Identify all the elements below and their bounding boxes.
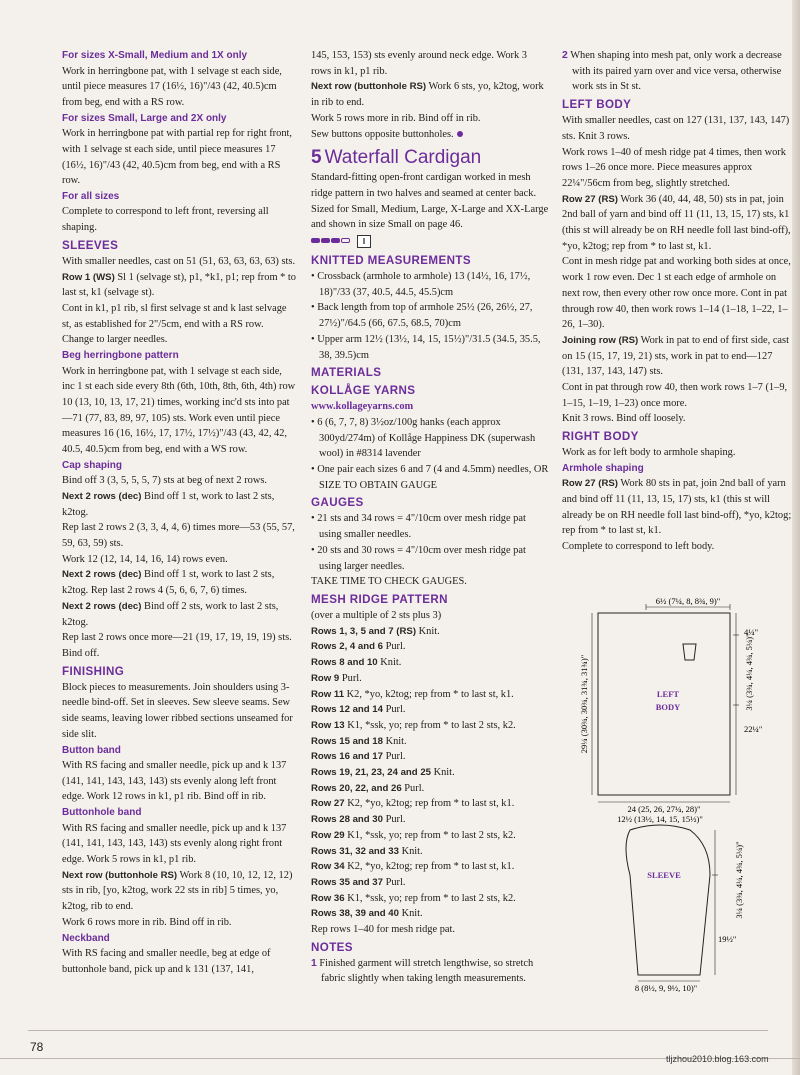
paragraph: Work in herringbone pat, with 1 selvage st each side, inc 1 st each side every 8th (6th, 10th, 8th, 6th, 4th) row 10 (13, 10, 13, 17, 21) times, working inc'd sts into pat—71 (77, 83, 89, 97, 105) sts. Work even until piece measures 16 (16, 16½, 17, 17½, 17½)"/43 (43, 42, 42, 40.5, 40.5)cm from beg, end with a WS row. (62, 365, 296, 456)
paragraph (311, 127, 549, 143)
section-heading-left-body: LEFT BODY (562, 98, 632, 112)
note-text: Finished garment will stretch lengthwise, so stretch fabric slightly when taking length measurements. (316, 957, 534, 985)
row-label: Next row (buttonhole RS) (311, 81, 427, 93)
pattern-number: 5 (311, 147, 322, 169)
sleeve-outline (626, 825, 710, 975)
schematic-diagram (560, 590, 792, 1000)
instruction (562, 192, 794, 255)
paragraph: Block pieces to measurements. Join shoulders using 3-needle bind-off. Set in sleeves. Sew sleeve seams. Sew side seams, leaving lower ribbed sections unseamed for side slit. (62, 681, 293, 740)
section-heading-finishing: FINISHING (62, 664, 125, 678)
sleeve-label: SLEEVE (647, 870, 681, 880)
paragraph: Knit 3 rows. Bind off loosely. (562, 413, 686, 425)
pattern-row (311, 671, 549, 687)
paragraph: Bind off 3 (3, 5, 5, 5, 7) sts at beg of next 2 rows. (62, 475, 268, 487)
list-item: • Upper arm 12½ (13½, 14, 15, 15½)"/31.5 (34.5, 35.5, 38, 39.5)cm (311, 333, 541, 361)
subheading: Cap shaping (62, 459, 123, 471)
row-label: Rows 16 and 17 (311, 751, 383, 763)
pattern-row (311, 749, 549, 765)
pattern-row (311, 796, 549, 812)
instruction (62, 489, 296, 520)
paragraph: With RS facing and smaller needle, pick up and k 137 (141, 141, 143, 143, 143) sts evenly along right front edge. Work 5 rows in k1, p1 rib. (62, 822, 287, 866)
list-item: • Crossback (armhole to armhole) 13 (14½, 16, 17½, 18)"/33 (37, 40.5, 44.5, 45.5)cm (311, 271, 531, 298)
section-heading-materials: MATERIALS (311, 366, 382, 380)
row-text: Work 36 (40, 44, 48, 50) sts in pat, join 2nd ball of yarn and bind off 11 (11, 13, 15, 17) sts, k1 (this st will already be on RH needle foll last bind-off), *yo, k2tog; rep from * to last st, k1. (562, 193, 791, 252)
paragraph: With RS facing and smaller needle, pick up and k 137 (141, 141, 143, 143, 143) sts evenly along left front edge. Work 12 rows in k1, p1 rib. Bind off in rib. (62, 760, 287, 803)
pattern-row (311, 655, 549, 671)
subheading: For all sizes (62, 190, 120, 202)
row-label: Joining row (RS) (562, 334, 639, 346)
skill-bar-icon (331, 238, 340, 243)
armhole-opening (683, 644, 696, 660)
row-text: K2, *yo, k2tog; rep from * to last st, k1. (344, 861, 515, 873)
row-text: Work 80 sts in pat, join 2nd ball of yarn and bind off 11 (11, 13, 15, 17) sts, k1 (this st will already be on RH needle foll last bind-off), *yo, k2tog; rep from * to last st, k1. (562, 478, 792, 537)
row-text: Purl. (382, 641, 406, 653)
section-heading-sleeves: SLEEVES (62, 238, 119, 252)
row-text: Knit. (431, 767, 455, 779)
pattern-row (311, 859, 549, 875)
pattern-row (311, 828, 549, 844)
row-text: Work 6 sts, yo, k2tog, work in rib to end. (311, 81, 544, 109)
section-heading-gauges: GAUGES (311, 496, 364, 510)
page-number: 78 (30, 1040, 44, 1054)
row-label: Rows 31, 32 and 33 (311, 845, 399, 857)
row-label: Row 27 (RS) (562, 478, 618, 490)
subheading: Neckband (62, 932, 110, 944)
body-right-top-measure: 4¼" (744, 627, 759, 637)
pattern-title-text: Waterfall Cardigan (324, 147, 482, 169)
row-text: Knit. (382, 735, 407, 747)
paragraph: Rep rows 1–40 for mesh ridge pat. (311, 924, 455, 936)
row-label: Row 1 (WS) (62, 271, 115, 283)
row-text: K1, *ssk, yo; rep from * to last 2 sts, k2. (344, 719, 516, 731)
row-text: Purl. (401, 782, 425, 794)
pattern-row (311, 624, 549, 640)
row-text: Knit. (377, 657, 402, 669)
list-item: • Back length from top of armhole 25½ (26, 26½, 27, 27½)"/64.5 (66, 67.5, 68.5, 70)cm (311, 302, 533, 330)
paragraph: Work in herringbone pat with partial rep for right front, with 1 selvage st each side, until piece measures 17 (16½, 16)"/43 (42, 40.5)cm from beg, end with a RS row. (62, 128, 292, 187)
row-text: Knit. (416, 625, 440, 637)
instruction (62, 868, 296, 915)
pattern-row (311, 781, 549, 797)
list-item: • 21 sts and 34 rows = 4"/10cm over mesh ridge pat using smaller needles. (311, 513, 526, 541)
sleeve-length-measure: 19½" (718, 934, 737, 944)
paragraph: With smaller needles, cast on 51 (51, 63, 63, 63, 63) sts. (62, 255, 296, 267)
pattern-rows (311, 624, 549, 922)
instruction (62, 567, 296, 598)
row-label: Rows 38, 39 and 40 (311, 908, 399, 920)
difficulty-glyph-icon: I (357, 235, 371, 248)
instruction (62, 270, 296, 301)
left-body-label-2: BODY (655, 702, 681, 712)
paragraph: Work in herringbone pat, with 1 selvage st each side, until piece measures 17 (16½, 16)"/43 (42, 40.5)cm from beg, end with a RS row. (62, 65, 282, 108)
row-text: K2, *yo, k2tog; rep from * to last st, k1. (344, 798, 515, 810)
row-text: Sl 1 (selvage st), p1, *k1, p1; rep from * to last st, k1 (selvage st). (62, 271, 296, 299)
row-label: Row 13 (311, 719, 345, 731)
row-label: Row 29 (311, 829, 345, 841)
sleeve-cap-measure: 3¼ (3¾, 4¼, 4¾, 5¼)" (734, 841, 744, 919)
paragraph: 145, 153, 153) sts evenly around neck edge. Work 3 rows in k1, p1 rib. (311, 50, 527, 77)
row-label: Next 2 rows (dec) (62, 569, 142, 581)
footer-rule (28, 1030, 768, 1031)
instruction (62, 599, 296, 630)
column-3 (562, 48, 794, 555)
skill-bar-icon (321, 238, 330, 243)
section-heading-measurements: KNITTED MEASUREMENTS (311, 254, 472, 268)
row-label: Next row (buttonhole RS) (62, 869, 178, 881)
row-label: Row 11 (311, 688, 345, 700)
paragraph: Complete to correspond to left front, reversing all shaping. (62, 206, 269, 234)
pattern-row (311, 718, 549, 734)
column-1 (62, 48, 296, 977)
note-text: When shaping into mesh pat, only work a decrease with its paired yarn over and vice versa, otherwise work sts in St st. (567, 50, 782, 93)
body-top-measure: 6½ (7¼, 8, 8¾, 9)" (655, 596, 721, 606)
yarn-brand: KOLLÅGE YARNS (311, 384, 416, 398)
row-label: Row 27 (311, 798, 345, 810)
row-label: Row 36 (311, 892, 345, 904)
row-label: Rows 2, 4 and 6 (311, 641, 383, 653)
paragraph: Complete to correspond to left body. (562, 541, 715, 553)
subheading: Button band (62, 744, 121, 756)
body-lower-measure: 22¼" (744, 724, 763, 734)
pattern-row (311, 639, 549, 655)
list-item: • One pair each sizes 6 and 7 (4 and 4.5mm) needles, OR SIZE TO OBTAIN GAUGE (311, 464, 549, 491)
note-number: 1 (311, 957, 317, 969)
row-text: K1, *ssk, yo; rep from * to last 2 sts, k2. (344, 892, 516, 904)
row-label: Rows 1, 3, 5 and 7 (RS) (311, 625, 417, 637)
row-label: Rows 8 and 10 (311, 657, 378, 669)
paragraph: Cont in pat through row 40, then work rows 1–7 (1–9, 1–15, 1–19, 1–23) once more. (562, 382, 788, 409)
pattern-row (311, 891, 549, 907)
end-mark-icon (457, 131, 463, 137)
skill-bar-empty-icon (341, 238, 350, 243)
body-armhole-measure: 3¼ (3¾, 4¼, 4¾, 5¼)" (744, 633, 754, 711)
paragraph: Work as for left body to armhole shaping. (562, 447, 736, 459)
list-item: • 6 (6, 7, 7, 8) 3½oz/100g hanks (each approx 300yd/274m) of Kollåge Happiness DK (superwash wool) in #8314 lavender (311, 416, 536, 460)
paragraph: Work 12 (12, 14, 14, 16, 14) rows even. (62, 553, 228, 565)
skill-level-icon (311, 233, 549, 251)
pattern-row (311, 844, 549, 860)
subheading: Armhole shaping (562, 462, 644, 474)
row-label: Rows 20, 22, and 26 (311, 782, 402, 794)
pattern-row (311, 765, 549, 781)
row-label: Rows 12 and 14 (311, 704, 383, 716)
paragraph: Cont in k1, p1 rib, sl first selvage st and k last selvage st, as established for 2"/5cm, end with a RS row. Change to larger needles. (62, 302, 287, 346)
paragraph: TAKE TIME TO CHECK GAUGES. (311, 576, 467, 588)
section-heading-pattern: MESH RIDGE PATTERN (311, 592, 448, 606)
row-text: Purl. (382, 751, 406, 763)
intro-paragraph: Standard-fitting open-front cardigan worked in mesh ridge pattern in two halves and seamed at center back. Sized for Small, Medium, Large, X-Large and XX-Large and shown in size Small on page 46. (311, 172, 549, 231)
row-label: Row 9 (311, 672, 340, 684)
row-text: K2, *yo, k2tog; rep from * to last st, k1. (344, 688, 514, 700)
row-label: Row 34 (311, 861, 345, 873)
column-2 (311, 48, 549, 987)
row-text: Knit. (398, 845, 423, 857)
instruction (311, 79, 549, 110)
pattern-title (311, 146, 549, 170)
subheading: Beg herringbone pattern (62, 350, 179, 362)
paragraph: Rep last 2 rows once more—21 (19, 17, 19, 19, 19) sts. Bind off. (62, 632, 292, 659)
yarn-website-link[interactable]: www.kollageyarns.com (311, 401, 414, 413)
skill-bar-icon (311, 238, 320, 243)
sleeve-top-measure: 12½ (13½, 14, 15, 15½)" (617, 814, 703, 824)
row-label: Rows 15 and 18 (311, 735, 383, 747)
row-text: Work in pat to end of first side, cast on 15 (15, 17, 19, 21) sts, work in pat to end—127 (131, 137, 143, 147) sts. (562, 334, 789, 378)
row-text: Purl. (339, 672, 362, 684)
row-text: Work 8 (10, 10, 12, 12, 12) sts in rib, [yo, k2tog, work 22 sts in rib] 5 times, yo, k2tog, rib to end. (62, 869, 293, 913)
note-item (311, 956, 549, 987)
row-text: Bind off 1 st, work to last 2 sts, k2tog. (62, 490, 275, 518)
row-text: Bind off 2 sts, work to last 2 sts, k2tog. (62, 600, 279, 628)
row-label: Row 27 (RS) (562, 193, 618, 205)
paragraph: Work 5 rows more in rib. Bind off in rib. (311, 112, 481, 124)
pattern-row (311, 875, 549, 891)
subheading: For sizes X-Small, Medium and 1X only (62, 50, 248, 61)
list-item: • 20 sts and 30 rows = 4"/10cm over mesh ridge pat using larger needles. (311, 544, 526, 572)
paragraph: Cont in mesh ridge pat and working both sides at once, work 1 row even. Dec 1 st each edge of armhole on next row, then every other row once more. Cont in pat through row 40, then work rows 1–14 (1–18, 1–22, 1–26, 1–30). (562, 256, 791, 331)
section-heading-right-body: RIGHT BODY (562, 430, 639, 444)
section-heading-notes: NOTES (311, 940, 353, 954)
pattern-row (311, 906, 549, 922)
paragraph: (over a multiple of 2 sts plus 3) (311, 609, 442, 621)
paragraph: With smaller needles, cast on 127 (131, 137, 143, 147) sts. Knit 3 rows. (562, 115, 790, 142)
row-text: K1, *ssk, yo; rep from * to last 2 sts, k2. (344, 829, 516, 841)
body-length-measure: 29¼ (30¾, 30¾, 31¾, 31¾)" (579, 654, 589, 754)
pattern-row (311, 812, 549, 828)
watermark: tljzhou2010.blog.163.com (666, 1054, 769, 1064)
row-text: Knit. (398, 908, 423, 920)
row-label: Rows 19, 21, 23, 24 and 25 (311, 767, 431, 779)
pattern-row (311, 687, 549, 703)
row-label: Next 2 rows (dec) (62, 490, 142, 502)
subheading: For sizes Small, Large and 2X only (62, 112, 227, 124)
note-number: 2 (562, 50, 568, 61)
paragraph-text: Sew buttons opposite buttonholes. (311, 128, 454, 140)
row-label: Rows 28 and 30 (311, 814, 383, 826)
paragraph: Work rows 1–40 of mesh ridge pat 4 times, then work rows 1–26 once more. Piece measures approx 22¼"/56cm from beg, slightly stretched. (562, 146, 786, 189)
paragraph: Rep last 2 rows 2 (3, 3, 4, 4, 6) times more—53 (55, 57, 59, 63, 59) sts. (62, 522, 295, 550)
paragraph: Work 6 rows more in rib. Bind off in rib. (62, 916, 232, 928)
paragraph: With RS facing and smaller needle, beg at edge of buttonhole band, pick up and k 131 (137, 141, (62, 948, 271, 975)
body-bottom-measure: 24 (25, 26, 27¼, 28)" (627, 804, 701, 814)
row-text: Purl. (382, 876, 406, 888)
note-item (562, 48, 794, 95)
subheading: Buttonhole band (62, 807, 142, 819)
pattern-row (311, 702, 549, 718)
row-text: Purl. (382, 814, 406, 826)
pattern-row (311, 734, 549, 750)
row-label: Rows 35 and 37 (311, 876, 383, 888)
row-label: Next 2 rows (dec) (62, 600, 142, 612)
instruction (562, 476, 794, 539)
row-text: Purl. (382, 704, 406, 716)
row-text: Bind off 1 st, work to last 2 sts, k2tog. Rep last 2 rows 4 (5, 6, 6, 7, 6) times. (62, 569, 275, 597)
instruction (562, 333, 794, 380)
left-body-label-1: LEFT (656, 689, 680, 699)
sleeve-bottom-measure: 8 (8½, 9, 9½, 10)" (634, 983, 698, 993)
